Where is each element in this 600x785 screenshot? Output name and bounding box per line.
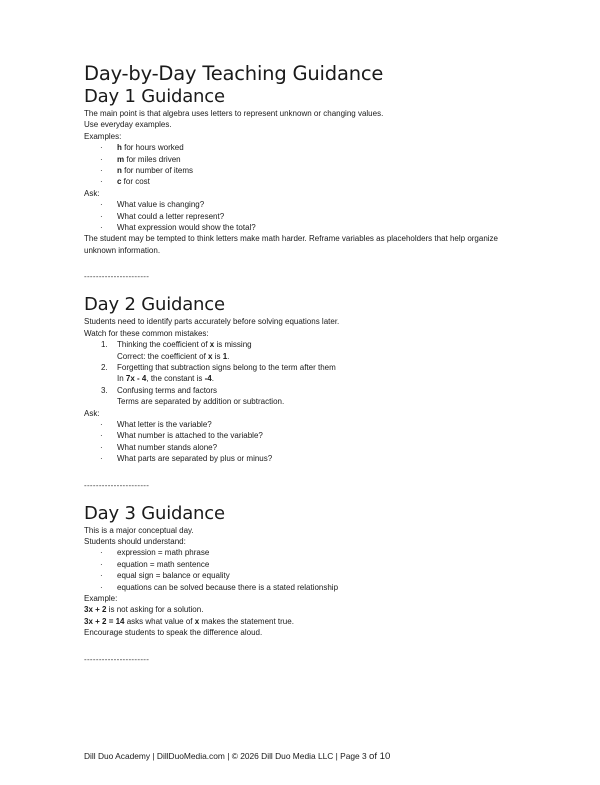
example-variable: h — [117, 143, 122, 153]
detail-text: , the constant is — [146, 374, 205, 384]
list-item — [84, 222, 524, 233]
ask-question: What value is changing? — [117, 200, 205, 210]
detail-text: . — [227, 351, 230, 361]
list-item — [84, 176, 524, 187]
mistake-bold: x — [209, 340, 215, 350]
detail-bold: 7x - 4 — [125, 374, 147, 384]
section-divider: ---------------------- — [84, 480, 150, 490]
day2-section — [84, 294, 524, 490]
bullet-icon: · — [100, 582, 103, 592]
day3-example-label: Example: — [84, 594, 118, 603]
example-text: for number of items — [121, 166, 194, 176]
detail-text: . — [211, 374, 214, 384]
list-number: 3. — [101, 385, 108, 395]
list-item — [84, 442, 524, 453]
bullet-icon: · — [100, 548, 103, 558]
example-text: is not asking for a solution. — [106, 605, 204, 615]
list-item — [84, 582, 524, 593]
day3-heading: Day 3 Guidance — [84, 502, 225, 524]
mistake-text: is missing — [214, 340, 252, 350]
mistake-text: Thinking the coefficient of — [117, 340, 210, 350]
bullet-icon: · — [100, 571, 103, 581]
day1-section — [84, 86, 524, 282]
footer-text: Dill Duo Academy | DillDuoMedia.com | © 2026 Dill Duo Media LLC | Page 3 — [84, 751, 370, 761]
page-footer — [84, 751, 390, 762]
bullet-icon: · — [100, 177, 103, 187]
detail-text: In — [117, 374, 126, 384]
ask-question: What parts are separated by plus or minus? — [117, 454, 273, 464]
day1-heading: Day 1 Guidance — [84, 86, 225, 107]
example-variable: c — [117, 177, 122, 187]
expression-bold: 3x + 2 — [84, 605, 107, 615]
page-title: Day-by-Day Teaching Guidance — [84, 62, 384, 85]
day2-intro: Students need to identify parts accurately before solving equations later. — [84, 317, 340, 327]
ask-question: What number stands alone? — [117, 442, 218, 452]
list-item — [84, 142, 524, 153]
example-text: for miles driven — [124, 154, 181, 164]
day1-intro: The main point is that algebra uses letters to represent unknown or changing values. — [84, 109, 384, 118]
ask-question: What could a letter represent? — [117, 211, 225, 221]
mistake-text: Forgetting that subtraction signs belong to the term after them — [117, 362, 336, 372]
bullet-icon: · — [100, 154, 103, 164]
list-item — [84, 385, 524, 396]
list-item — [84, 165, 524, 176]
bullet-icon: · — [100, 442, 103, 452]
day2-watch: Watch for these common mistakes: — [84, 328, 209, 338]
ask-question: What number is attached to the variable? — [117, 431, 263, 441]
list-item — [84, 362, 524, 373]
mistake-text: Confusing terms and factors — [117, 385, 218, 395]
day3-understand: Students should understand: — [84, 536, 186, 546]
day3-section — [84, 503, 524, 665]
concept-point: equation = math sentence — [117, 559, 210, 569]
list-item — [84, 211, 524, 222]
section-divider: ---------------------- — [84, 654, 150, 664]
day3-intro: This is a major conceptual day. — [84, 525, 194, 535]
example-variable: m — [117, 154, 125, 164]
bullet-icon: · — [100, 211, 103, 221]
bullet-icon: · — [100, 200, 103, 210]
ask-question: What expression would show the total? — [117, 223, 256, 233]
detail-bold: x — [208, 351, 213, 361]
variable-bold: x — [194, 616, 200, 626]
bullet-icon: · — [100, 559, 103, 569]
list-item — [84, 453, 524, 464]
bullet-icon: · — [100, 431, 103, 441]
list-item — [84, 199, 524, 210]
day1-ask-label: Ask: — [84, 188, 100, 198]
bullet-icon: · — [100, 223, 103, 233]
example-text: makes the statement true. — [199, 616, 294, 626]
example-variable: n — [117, 166, 122, 176]
concept-point: equal sign = balance or equality — [117, 571, 230, 581]
section-divider: ---------------------- — [84, 272, 150, 282]
list-item — [84, 570, 524, 581]
day2-heading: Day 2 Guidance — [84, 294, 225, 316]
equation-bold: 3x + 2 = 14 — [84, 616, 125, 626]
ask-question: What letter is the variable? — [117, 419, 212, 429]
list-item — [84, 559, 524, 570]
concept-point: equations can be solved because there is a stated relationship — [117, 582, 339, 592]
footer-page-total: of 10 — [369, 751, 391, 762]
example-text: for hours worked — [121, 143, 184, 153]
day1-use: Use everyday examples. — [84, 120, 172, 130]
example-text: for cost — [121, 177, 150, 187]
list-number: 2. — [101, 362, 108, 372]
list-item-detail — [84, 373, 524, 384]
day3-example-2 — [84, 616, 524, 627]
list-item-detail — [84, 351, 524, 362]
list-number: 1. — [101, 340, 108, 350]
day3-closing: Encourage students to speak the difference aloud. — [84, 628, 263, 638]
day2-ask-label: Ask: — [84, 408, 100, 418]
list-item-detail: Terms are separated by addition or subtraction. — [117, 397, 285, 407]
example-text: asks what value of — [124, 616, 195, 626]
detail-text: is — [212, 351, 223, 361]
detail-bold: -4 — [204, 374, 212, 384]
document-page — [84, 62, 524, 665]
list-item — [84, 547, 524, 558]
list-item — [84, 154, 524, 165]
concept-point: expression = math phrase — [117, 548, 210, 558]
bullet-icon: · — [100, 166, 103, 176]
bullet-icon: · — [100, 143, 103, 153]
bullet-icon: · — [100, 419, 103, 429]
day1-closing: The student may be tempted to think letters make math harder. Reframe variables as placeholders that help organize unknown information. — [84, 234, 498, 255]
day1-examples-label: Examples: — [84, 131, 122, 141]
list-item — [84, 339, 524, 350]
list-item — [84, 419, 524, 430]
detail-text: Correct: the coefficient of — [117, 351, 209, 361]
bullet-icon: · — [100, 454, 103, 464]
list-item — [84, 430, 524, 441]
day3-example-1 — [84, 604, 524, 615]
detail-bold: 1 — [222, 351, 228, 361]
